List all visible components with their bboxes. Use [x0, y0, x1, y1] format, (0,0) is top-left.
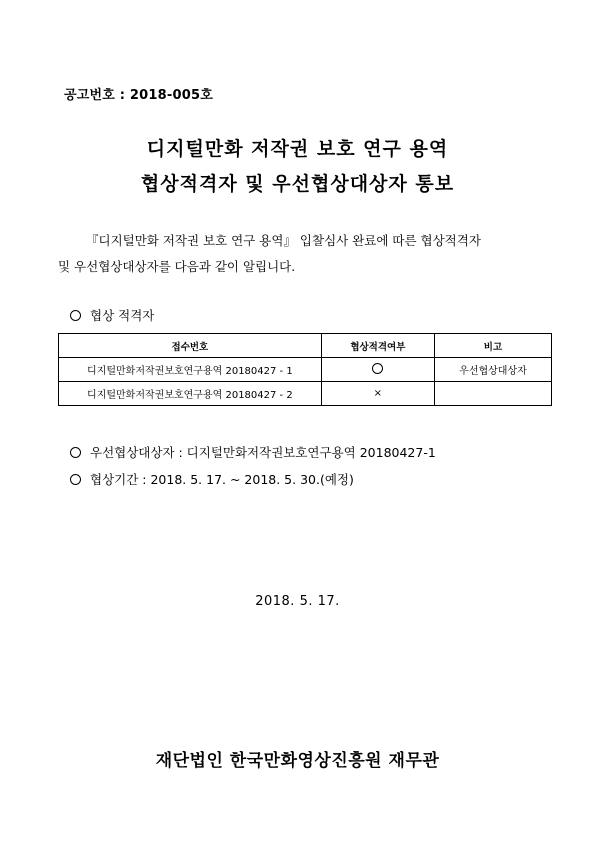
header-note: 비고 [434, 334, 551, 358]
section-negotiation-period [70, 470, 354, 488]
body-line-1: 『디지털만화 저작권 보호 연구 용역』 입찰심사 완료에 따른 협상적격자 [86, 233, 481, 248]
notice-number: 공고번호 : 2018-005호 [64, 88, 213, 103]
document-title-line1: 디지털만화 저작권 보호 연구 용역 [146, 138, 449, 160]
section-priority-bidder [70, 443, 436, 461]
cell-eligibility [321, 358, 434, 382]
section-eligible-label: 협상 적격자 [90, 308, 155, 323]
table-row [59, 358, 552, 382]
eligibility-table [58, 333, 552, 406]
cell-note [434, 382, 551, 406]
circle-mark-icon [372, 363, 383, 374]
priority-bidder-text: 우선협상대상자 : 디지털만화저작권보호연구용역 20180427-1 [90, 445, 436, 460]
body-line-2: 및 우선협상대상자를 다음과 같이 알립니다. [58, 259, 296, 274]
document-title-line2: 협상적격자 및 우선협상대상자 통보 [140, 173, 455, 195]
cell-receipt-number: 디지털만화저작권보호연구용역 20180427 - 2 [59, 382, 322, 406]
section-eligible-heading [70, 306, 154, 324]
cell-receipt-number: 디지털만화저작권보호연구용역 20180427 - 1 [59, 358, 322, 382]
header-receipt-number: 접수번호 [59, 334, 322, 358]
negotiation-period-text: 협상기간 : 2018. 5. 17. ~ 2018. 5. 30.(예정) [90, 472, 354, 487]
document-date: 2018. 5. 17. [255, 594, 340, 609]
body-paragraph [58, 228, 558, 280]
circle-bullet-icon [70, 474, 81, 485]
cell-eligibility: × [321, 382, 434, 406]
circle-bullet-icon [70, 310, 81, 321]
table-row [59, 382, 552, 406]
table-header-row [59, 334, 552, 358]
cell-note: 우선협상대상자 [434, 358, 551, 382]
issuing-organization: 재단법인 한국만화영상진흥원 재무관 [155, 751, 440, 771]
header-eligibility: 협상적격여부 [321, 334, 434, 358]
circle-bullet-icon [70, 447, 81, 458]
